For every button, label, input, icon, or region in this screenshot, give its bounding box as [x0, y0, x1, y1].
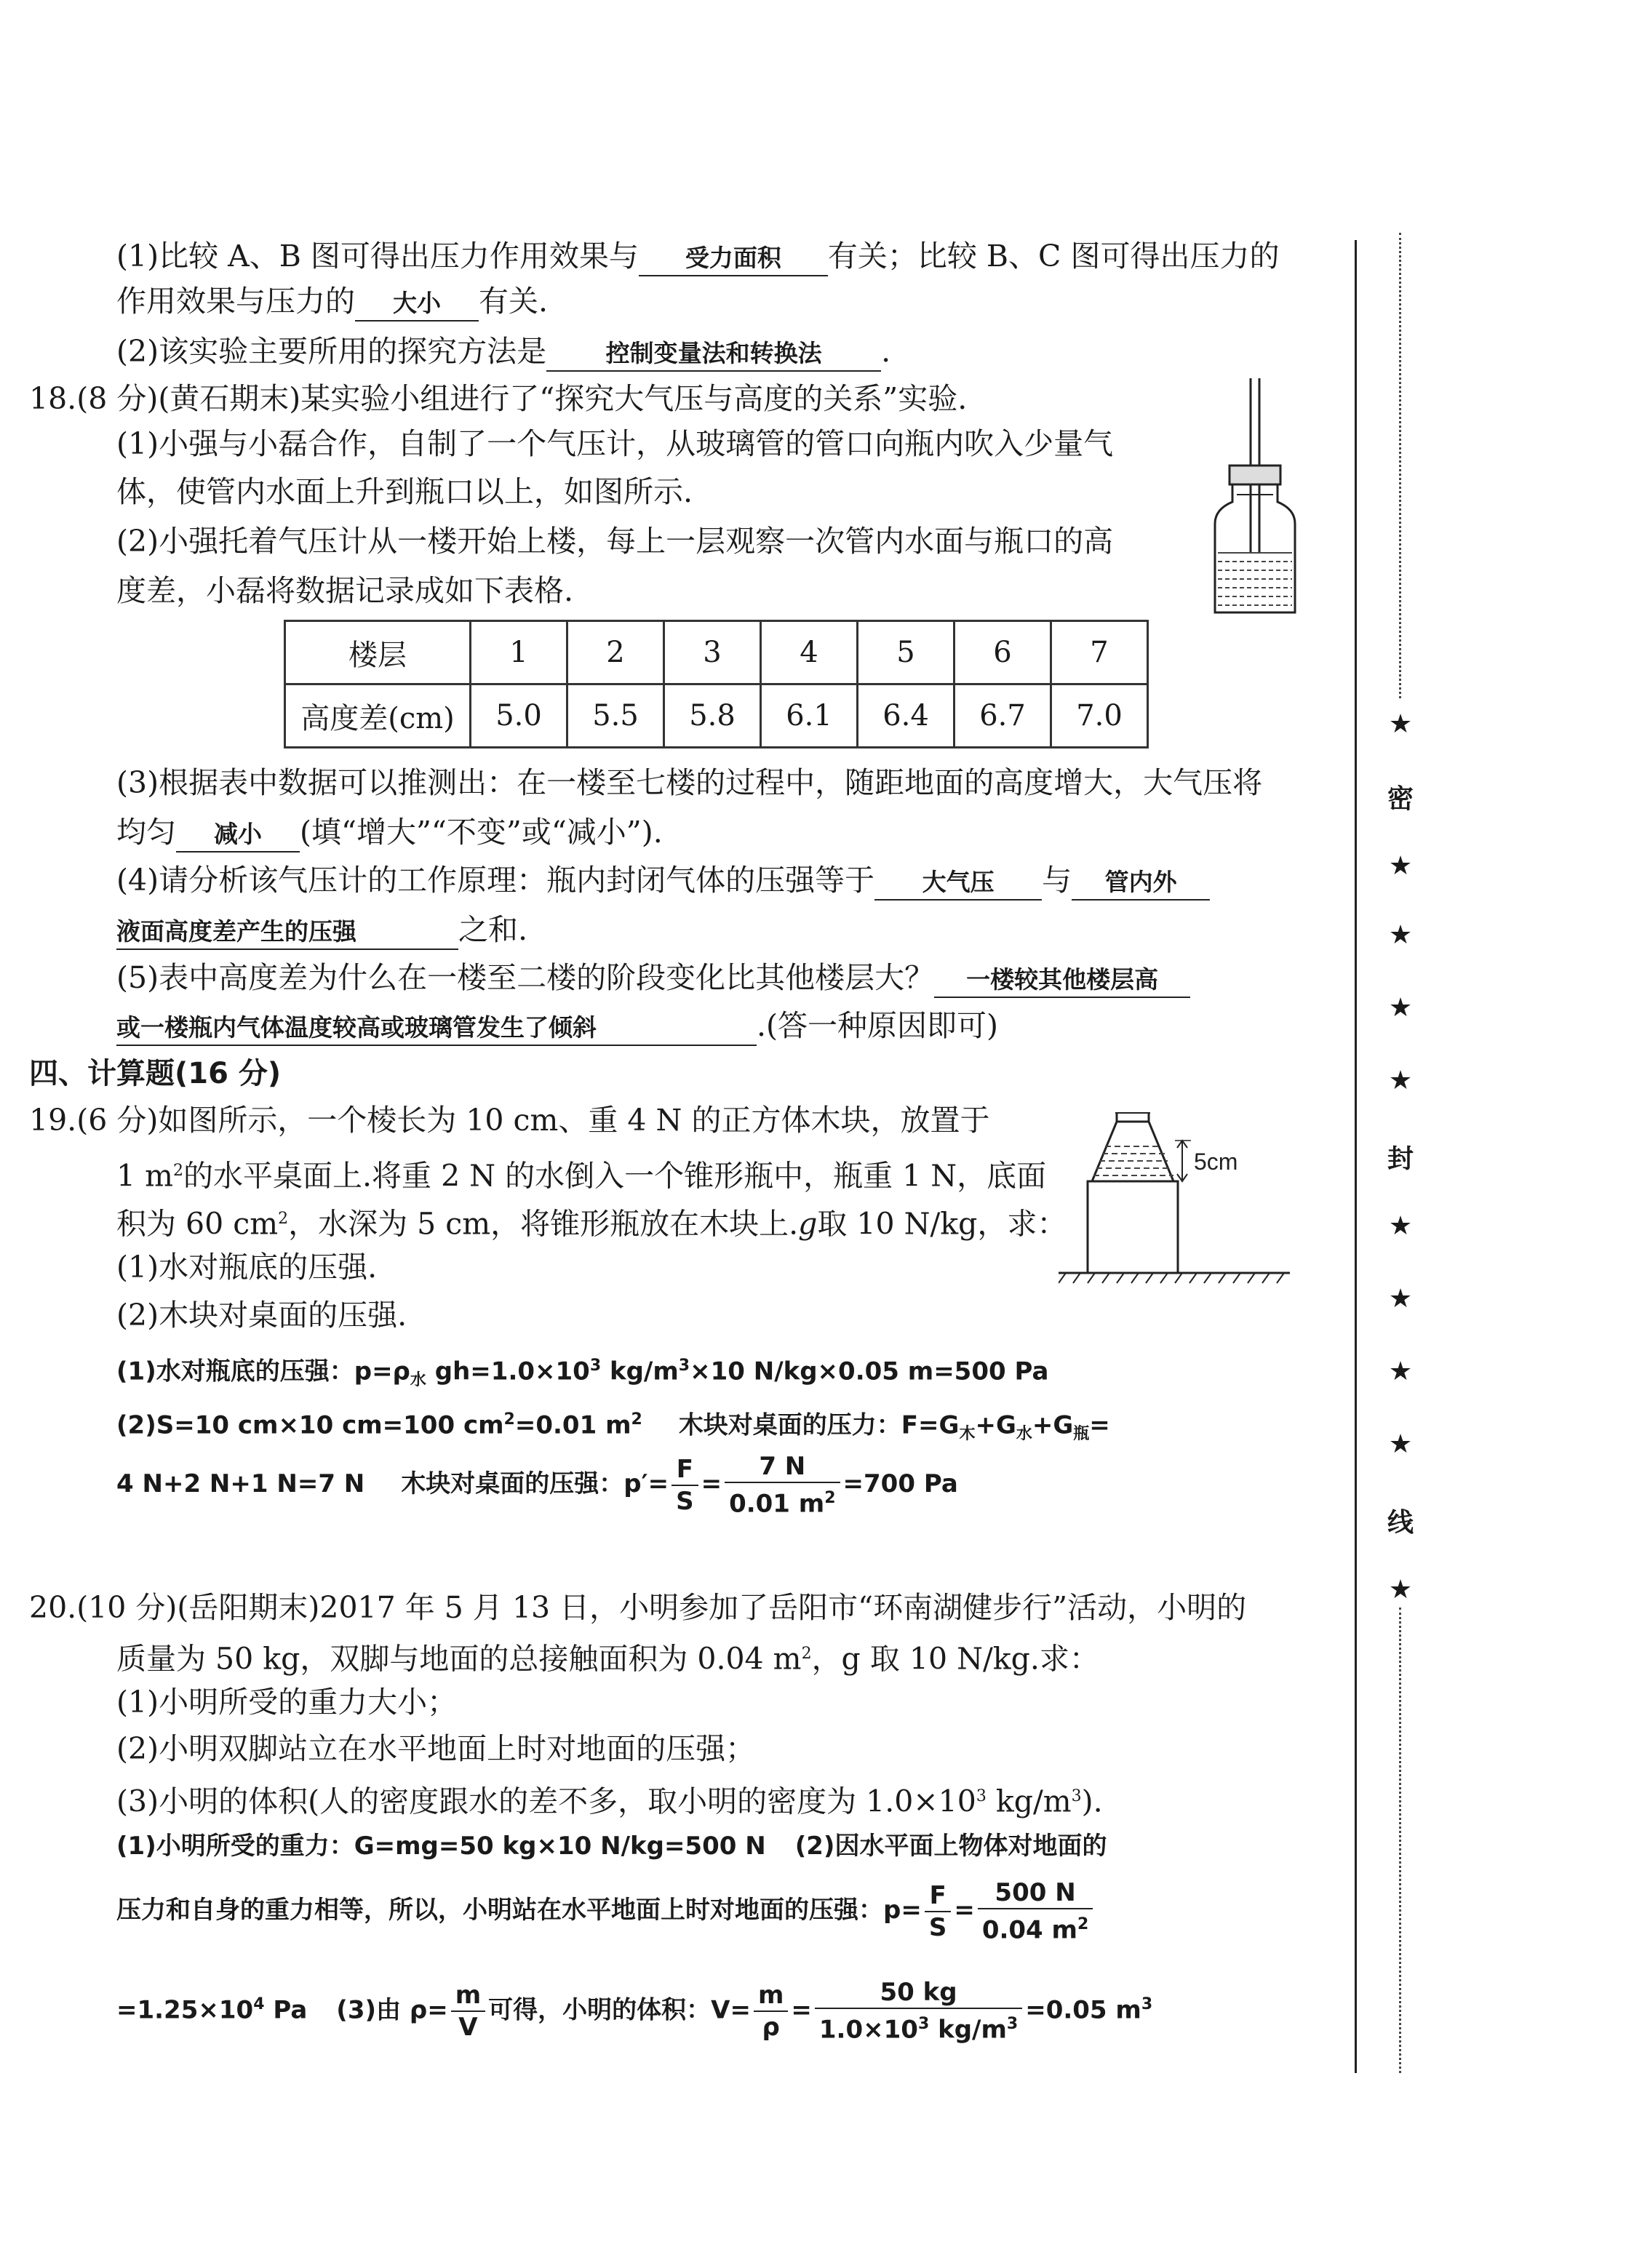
q18-answer-blank-principle-1: 大气压 [874, 866, 1042, 901]
star-icon: ★ [1388, 1211, 1413, 1241]
q20-question2: (2)小明双脚站立在水平地面上时对地面的压强； [116, 1731, 756, 1766]
star-icon: ★ [1388, 1429, 1413, 1459]
seal-line-dotted-bottom [1399, 1608, 1401, 2073]
q19-answer-3: 4 N+2 N+1 N=7 N 木块对桌面的压强：p′= $\frac{F}{S}$ = $\frac{7 N}{0.01 m^2}$ =700 Pa [116, 1451, 958, 1519]
star-icon: ★ [1388, 1357, 1413, 1386]
q20-answer-3: $=1.25\times 10^4$ Pa (3)由 ρ= $\frac{m}{V}$ 可得，小明的体积：V= $\frac{m}{\rho}$ = $\frac{50 kg}{1.0\times 10^3 kg/m^3}$ =0.05 $m^3$ [116, 1978, 1153, 2045]
q19-line1: 19.(6 分)如图所示，一个棱长为 10 cm、重 4 N 的正方体木块，放置于 [29, 1103, 990, 1138]
seal-char-mi: 密 [1387, 784, 1414, 814]
fraction: $\frac{7 N}{0.01 m^2}$ [725, 1451, 840, 1519]
star-icon: ★ [1388, 1066, 1413, 1095]
q19-question2: (2)木块对桌面的压强. [116, 1298, 407, 1333]
star-icon: ★ [1388, 993, 1413, 1023]
table-header-cell: 高度差(cm) [285, 684, 471, 748]
q17-answer-blank-2: 大小 [355, 287, 479, 322]
floor-height-table [284, 620, 1149, 748]
q18-answer-blank-principle-2: 管内外 [1072, 866, 1210, 901]
barometer-bottle-figure [1208, 378, 1302, 618]
q18-part2-line1: (2)小强托着气压计从一楼开始上楼，每上一层观察一次管内水面与瓶口的高 [116, 524, 1114, 559]
seal-char-feng: 封 [1387, 1144, 1414, 1174]
star-icon: ★ [1388, 1575, 1413, 1605]
table-cell: 5.8 [664, 684, 761, 748]
table-cell: 7.0 [1051, 684, 1148, 748]
q17-answer-blank-1: 受力面积 [639, 241, 828, 276]
table-cell: 7 [1051, 621, 1148, 684]
q18-answer-blank-trend: 减小 [176, 818, 300, 853]
q19-answer-1: (1)水对瓶底的压强：$p=\rho_水$ $gh=1.0\times 10^3$ $kg/m^3\times 10$ N/kg×0.05 m=500 Pa [116, 1357, 1049, 1390]
table-row [285, 684, 1148, 748]
star-icon: ★ [1388, 920, 1413, 950]
section-heading: 四、计算题(16 分) [29, 1057, 282, 1090]
table-cell: 2 [567, 621, 664, 684]
table-cell: 6.7 [955, 684, 1051, 748]
q19-line3: 积为 60 $cm^2$，水深为 5 cm，将锥形瓶放在木块上.g取 10 N/kg，求： [116, 1206, 1067, 1242]
star-icon: ★ [1388, 1284, 1413, 1314]
figure-depth-label: 5cm [1194, 1149, 1238, 1175]
table-cell: 6.4 [858, 684, 955, 748]
star-icon: ★ [1388, 709, 1413, 739]
q18-heading: 18.(8 分)(黄石期末)某实验小组进行了“探究大气压与高度的关系”实验. [29, 381, 968, 416]
fraction: $\frac{m}{\rho}$ [754, 1980, 788, 2043]
q18-answer-blank-reason-b: 或一楼瓶内气体温度较高或玻璃管发生了倾斜 [116, 1011, 757, 1046]
table-cell: 6 [955, 621, 1051, 684]
fraction: $\frac{m}{V}$ [451, 1980, 485, 2043]
q18-part5-line1: (5)表中高度差为什么在一楼至二楼的阶段变化比其他楼层大？ 一楼较其他楼层高 [116, 956, 1190, 999]
table-header-cell: 楼层 [285, 621, 471, 684]
table-cell: 1 [471, 621, 567, 684]
table-cell: 4 [761, 621, 858, 684]
seal-line-solid [1355, 240, 1357, 2073]
q18-part4-line1: (4)请分析该气压计的工作原理：瓶内封闭气体的压强等于 大气压 与 管内外 [116, 858, 1210, 902]
table-row [285, 621, 1148, 684]
q17-line2: 作用效果与压力的 大小 有关. [116, 279, 548, 323]
q18-part1-line2: 体，使管内水面上升到瓶口以上，如图所示. [116, 474, 693, 509]
q20-answer-1: (1)小明所受的重力：G=mg=50 kg×10 N/kg=500 N (2)因水平面上物体对地面的 [116, 1832, 1107, 1861]
q18-part1-line1: (1)小强与小磊合作，自制了一个气压计，从玻璃管的管口向瓶内吹入少量气 [116, 426, 1114, 461]
q20-answer-2: 压力和自身的重力相等，所以，小明站在水平地面上时对地面的压强：p= $\frac{F}{S}$ = $\frac{500 N}{0.04 m^2}$ [116, 1874, 1096, 1946]
flask-on-block-figure [1059, 1106, 1299, 1287]
q19-question1: (1)水对瓶底的压强. [116, 1250, 378, 1285]
q18-part5-line2: 或一楼瓶内气体温度较高或玻璃管发生了倾斜 .(答一种原因即可) [116, 1004, 998, 1047]
q20-line1: 20.(10 分)(岳阳期末)2017 年 5 月 13 日，小明参加了岳阳市“环南湖健步行”活动，小明的 [29, 1590, 1247, 1625]
q17-answer-blank-3: 控制变量法和转换法 [546, 337, 881, 372]
q20-question3: (3)小明的体积(人的密度跟水的差不多，取小明的密度为 $1.0\times 10^3$ $kg/m^3$). [116, 1784, 1103, 1819]
fraction: $\frac{F}{S}$ [925, 1880, 952, 1943]
table-cell: 5.0 [471, 684, 567, 748]
seal-char-xian: 线 [1387, 1508, 1414, 1538]
table-cell: 5 [858, 621, 955, 684]
q18-part3-line1: (3)根据表中数据可以推测出：在一楼至七楼的过程中，随距地面的高度增大，大气压将 [116, 765, 1263, 800]
q19-line2: 1 $m^2$的水平桌面上.将重 2 N 的水倒入一个锥形瓶中，瓶重 1 N，底面 [116, 1158, 1047, 1194]
q17-line3: (2)该实验主要所用的探究方法是 控制变量法和转换法 . [116, 330, 890, 373]
q18-part4-line2: 液面高度差产生的压强 之和. [116, 908, 527, 951]
q18-part3-line2: 均匀 减小 (填“增大”“不变”或“减小”). [116, 810, 663, 854]
table-cell: 5.5 [567, 684, 664, 748]
seal-line-dotted-top [1399, 233, 1401, 698]
q17-line1: (1)比较 A、B 图可得出压力作用效果与 受力面积 有关；比较 B、C 图可得出压力的 [116, 234, 1279, 278]
q18-answer-blank-principle-2b: 液面高度差产生的压强 [116, 915, 458, 950]
table-cell: 3 [664, 621, 761, 684]
star-icon: ★ [1388, 851, 1413, 881]
q18-answer-blank-reason: 一楼较其他楼层高 [934, 963, 1190, 998]
fraction: $\frac{F}{S}$ [671, 1454, 698, 1517]
q19-answer-2: (2)S=10 cm×10 cm=100 $cm^2=0.01$ $m^2$ 木块对桌面的压力：$F=G_木+G_水+G_瓶=$ [116, 1410, 1110, 1444]
table-cell: 6.1 [761, 684, 858, 748]
q18-part2-line2: 度差，小磊将数据记录成如下表格. [116, 573, 574, 608]
fraction: $\frac{50 kg}{1.0\times 10^3 kg/m^3}$ [815, 1977, 1022, 2045]
q20-line2: 质量为 50 kg，双脚与地面的总接触面积为 0.04 $m^2$，g 取 10 N/kg.求： [116, 1641, 1099, 1677]
q20-question1: (1)小明所受的重力大小； [116, 1685, 458, 1720]
fraction: $\frac{500 N}{0.04 m^2}$ [978, 1877, 1093, 1945]
